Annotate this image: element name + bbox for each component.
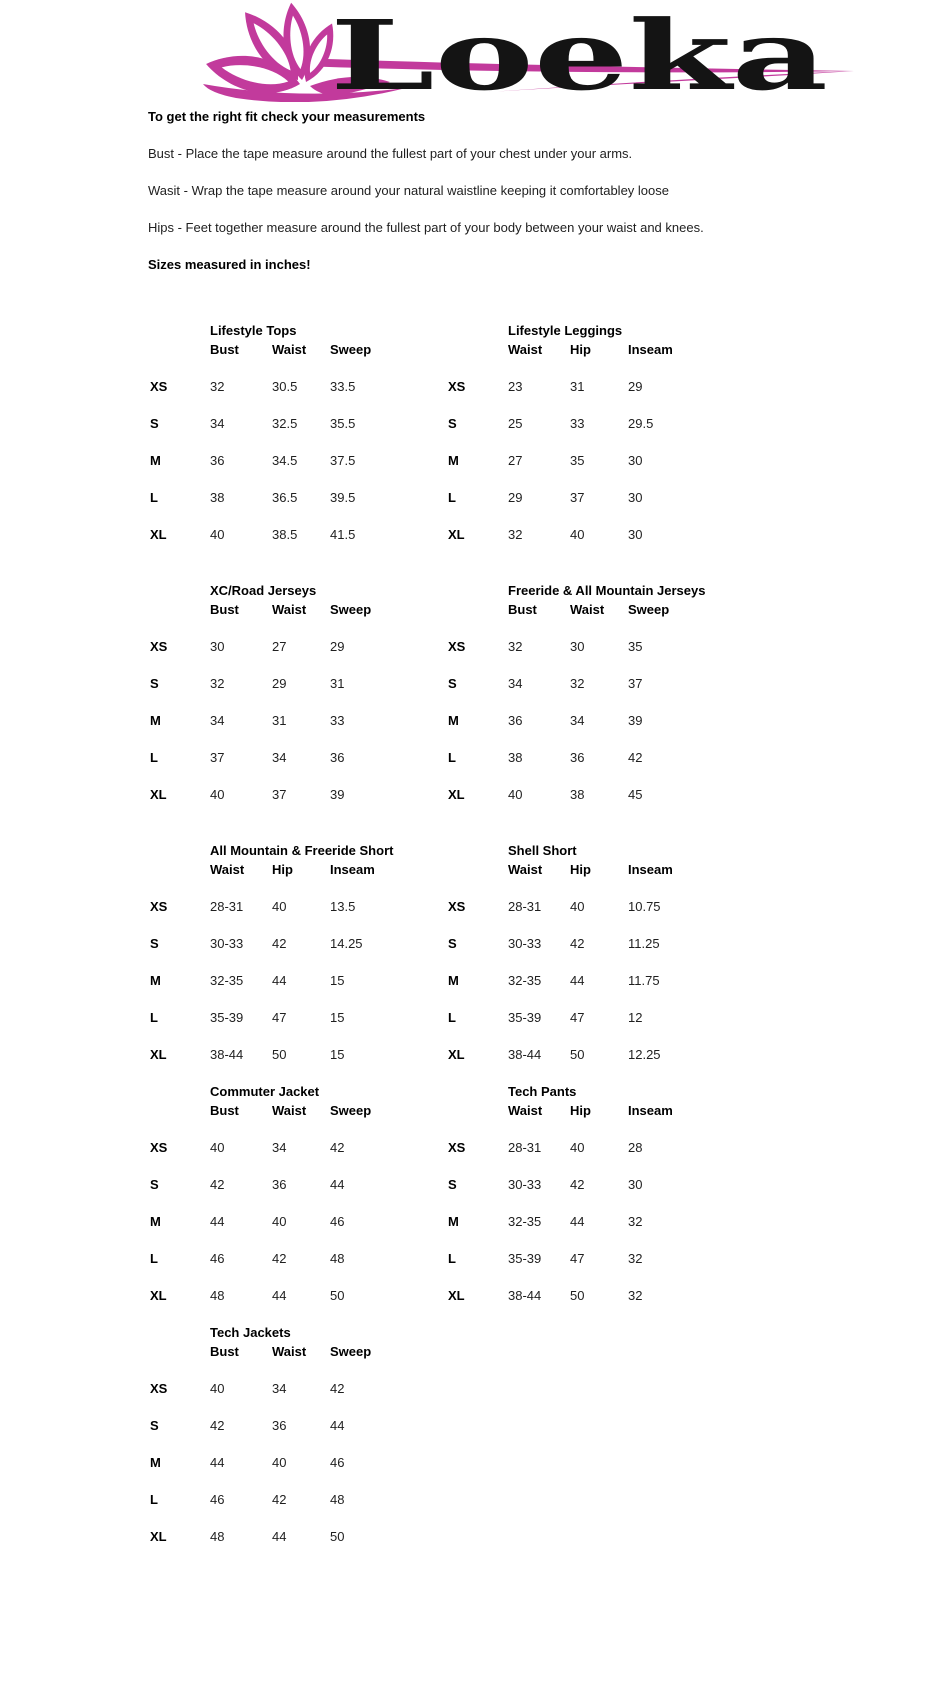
right-size-table: [448, 841, 746, 1064]
measurement-cell: 32: [508, 527, 523, 542]
measurement-cell: 30: [628, 527, 643, 542]
column-header: Waist: [570, 602, 605, 617]
measurement-cell: 42: [210, 1418, 225, 1433]
size-column-spacer: [150, 340, 210, 359]
column-header: Waist: [210, 862, 245, 877]
measurement-cell: 48: [210, 1529, 225, 1544]
left-size-table: [150, 321, 448, 544]
size-label: S: [448, 676, 457, 691]
measurement-cell: 32-35: [508, 1214, 542, 1229]
table-title: Lifestyle Leggings: [508, 323, 623, 338]
measurement-cell: 40: [272, 1455, 287, 1470]
measurement-cell: 46: [210, 1492, 225, 1507]
table-group: [0, 1082, 935, 1305]
measurement-cell: 27: [508, 453, 523, 468]
size-tables: [0, 272, 935, 1546]
right-size-table: [448, 581, 746, 804]
size-label: XL: [448, 1047, 465, 1062]
table-header-row: [150, 340, 448, 359]
size-label: L: [150, 1010, 158, 1025]
column-header: Bust: [210, 1344, 239, 1359]
table-title: Shell Short: [508, 843, 577, 858]
measurement-cell: 32: [628, 1288, 643, 1303]
measurement-cell: 38: [210, 490, 225, 505]
measurement-cell: 44: [272, 973, 287, 988]
size-label: XS: [448, 639, 466, 654]
table-title: XC/Road Jerseys: [210, 583, 317, 598]
column-header: Sweep: [330, 1344, 372, 1359]
measurement-cell: 28-31: [508, 899, 542, 914]
measurement-cell: 29: [330, 639, 345, 654]
measurement-cell: 37: [628, 676, 643, 691]
logo-header: [0, 0, 935, 102]
size-label: XL: [150, 787, 167, 802]
measurement-cell: 48: [330, 1251, 345, 1266]
column-header: Hip: [570, 342, 591, 357]
table-body: [150, 619, 448, 804]
measurement-cell: 15: [330, 1047, 345, 1062]
column-header: Inseam: [330, 862, 375, 877]
measurement-cell: 30.5: [272, 379, 298, 394]
measurement-cell: 44: [210, 1455, 225, 1470]
table-header-row: [150, 1342, 448, 1361]
column-header: Hip: [272, 862, 293, 877]
measurement-cell: 34: [272, 1140, 287, 1155]
column-header: Inseam: [628, 862, 673, 877]
column-header: Sweep: [330, 602, 372, 617]
table-body: [448, 879, 746, 1064]
measurement-cell: 35-39: [210, 1010, 244, 1025]
measurement-cell: 45: [628, 787, 643, 802]
measurement-cell: 41.5: [330, 527, 356, 542]
intro-heading: To get the right fit check your measurements: [148, 109, 426, 124]
units-note: Sizes measured in inches!: [148, 257, 311, 272]
measurement-cell: 42: [570, 936, 585, 951]
size-label: XL: [448, 527, 465, 542]
measurement-cell: 15: [330, 973, 345, 988]
column-header: Bust: [210, 602, 239, 617]
size-label: XL: [150, 527, 167, 542]
measurement-cell: 40: [210, 787, 225, 802]
measurement-cell: 42: [210, 1177, 225, 1192]
measurement-cell: 32-35: [508, 973, 542, 988]
size-label: XL: [150, 1288, 167, 1303]
measurement-instructions: [0, 102, 935, 272]
measurement-cell: 44: [272, 1529, 287, 1544]
left-size-table: [150, 1082, 448, 1305]
left-size-table: [150, 581, 448, 804]
column-header: Waist: [272, 342, 307, 357]
measurement-cell: 28-31: [210, 899, 244, 914]
measurement-cell: 36: [330, 750, 345, 765]
size-label: M: [150, 713, 161, 728]
measurement-cell: 12: [628, 1010, 643, 1025]
size-label: S: [150, 936, 159, 951]
column-header: Bust: [508, 602, 537, 617]
right-size-table: [448, 321, 746, 544]
measurement-cell: 42: [272, 1492, 287, 1507]
measurement-cell: 44: [330, 1177, 345, 1192]
measurement-cell: 44: [570, 973, 585, 988]
measurement-cell: 48: [210, 1288, 225, 1303]
measurement-cell: 42: [330, 1140, 345, 1155]
table-body: [448, 1120, 746, 1305]
measurement-cell: 37: [272, 787, 287, 802]
measurement-cell: 30-33: [210, 936, 244, 951]
column-header: Bust: [210, 342, 239, 357]
measurement-cell: 30-33: [508, 1177, 542, 1192]
size-label: XS: [448, 1140, 466, 1155]
column-header: Sweep: [330, 342, 372, 357]
table-title: Tech Pants: [508, 1084, 577, 1099]
size-column-spacer: [150, 600, 210, 619]
measurement-cell: 34: [210, 416, 225, 431]
measurement-cell: 37: [570, 490, 585, 505]
measurement-cell: 34: [272, 1381, 287, 1396]
column-header: Inseam: [628, 1103, 673, 1118]
column-header: Waist: [508, 1103, 543, 1118]
measurement-cell: 30: [628, 1177, 643, 1192]
size-label: M: [150, 453, 161, 468]
measurement-cell: 32: [210, 379, 225, 394]
size-label: XS: [448, 899, 466, 914]
size-label: M: [448, 973, 459, 988]
table-title: Lifestyle Tops: [210, 323, 297, 338]
right-size-table: [448, 1082, 746, 1305]
measurement-cell: 32: [570, 676, 585, 691]
size-label: XL: [448, 787, 465, 802]
table-group: [0, 841, 935, 1064]
measurement-cell: 29: [508, 490, 523, 505]
size-label: XL: [448, 1288, 465, 1303]
measurement-cell: 36: [272, 1177, 287, 1192]
size-label: S: [150, 1418, 159, 1433]
column-header: Waist: [508, 862, 543, 877]
size-label: S: [150, 676, 159, 691]
measurement-cell: 35.5: [330, 416, 356, 431]
size-label: L: [448, 1010, 456, 1025]
size-label: XS: [150, 1140, 168, 1155]
measurement-cell: 11.75: [628, 973, 660, 988]
measurement-cell: 50: [330, 1288, 345, 1303]
size-label: L: [150, 1492, 158, 1507]
table-body: [150, 1120, 448, 1305]
measurement-cell: 42: [570, 1177, 585, 1192]
measurement-cell: 40: [210, 527, 225, 542]
column-header: Hip: [570, 1103, 591, 1118]
size-label: XS: [448, 379, 466, 394]
table-title: All Mountain & Freeride Short: [210, 843, 394, 858]
size-label: XL: [150, 1529, 167, 1544]
brand-wordmark: Loeka: [330, 0, 828, 102]
measurement-cell: 31: [570, 379, 585, 394]
table-header-row: [150, 860, 448, 879]
measurement-cell: 46: [330, 1214, 345, 1229]
column-header: Inseam: [628, 342, 673, 357]
size-column-spacer: [150, 1101, 210, 1120]
column-header: Waist: [272, 602, 307, 617]
size-label: L: [150, 750, 158, 765]
measurement-cell: 39: [628, 713, 643, 728]
size-label: M: [150, 1214, 161, 1229]
table-body: [448, 619, 746, 804]
size-label: M: [448, 453, 459, 468]
measurement-cell: 38-44: [508, 1288, 542, 1303]
column-header: Hip: [570, 862, 591, 877]
table-group: [0, 581, 935, 804]
measurement-cell: 13.5: [330, 899, 356, 914]
measurement-cell: 38: [570, 787, 585, 802]
measurement-cell: 40: [272, 899, 287, 914]
size-label: M: [150, 1455, 161, 1470]
size-label: L: [150, 490, 158, 505]
column-header: Sweep: [628, 602, 670, 617]
table-body: [150, 879, 448, 1064]
size-label: S: [150, 416, 159, 431]
measurement-cell: 29.5: [628, 416, 654, 431]
measurement-cell: 15: [330, 1010, 345, 1025]
bust-instruction: Bust - Place the tape measure around the fullest part of your chest under your arms.: [148, 146, 633, 161]
size-label: M: [448, 713, 459, 728]
measurement-cell: 32: [508, 639, 523, 654]
table-body: [150, 1361, 448, 1546]
measurement-cell: 48: [330, 1492, 345, 1507]
measurement-cell: 44: [330, 1418, 345, 1433]
size-column-spacer: [448, 860, 508, 879]
measurement-cell: 34: [570, 713, 585, 728]
measurement-cell: 36: [570, 750, 585, 765]
table-header-row: [448, 860, 746, 879]
measurement-cell: 50: [330, 1529, 345, 1544]
measurement-cell: 32: [628, 1251, 643, 1266]
measurement-cell: 30: [570, 639, 585, 654]
measurement-cell: 32.5: [272, 416, 298, 431]
right-size-table: [448, 1323, 746, 1546]
measurement-cell: 35-39: [508, 1251, 542, 1266]
measurement-cell: 37: [210, 750, 225, 765]
measurement-cell: 28-31: [508, 1140, 542, 1155]
measurement-cell: 39: [330, 787, 345, 802]
measurement-cell: 34: [508, 676, 523, 691]
measurement-cell: 40: [272, 1214, 287, 1229]
measurement-cell: 34: [272, 750, 287, 765]
loeka-logo: [148, 0, 860, 102]
measurement-cell: 40: [570, 1140, 585, 1155]
size-label: L: [448, 1251, 456, 1266]
measurement-cell: 12.25: [628, 1047, 661, 1062]
measurement-cell: 50: [570, 1047, 585, 1062]
measurement-cell: 35-39: [508, 1010, 542, 1025]
table-group: [0, 1323, 935, 1546]
measurement-cell: 29: [628, 379, 643, 394]
table-body: [448, 359, 746, 544]
measurement-cell: 30: [628, 453, 643, 468]
column-header: Waist: [272, 1103, 307, 1118]
measurement-cell: 11.25: [628, 936, 660, 951]
measurement-cell: 38: [508, 750, 523, 765]
waist-instruction: Wasit - Wrap the tape measure around your natural waistline keeping it comfortabley loose: [148, 183, 669, 198]
size-label: XL: [150, 1047, 167, 1062]
measurement-cell: 50: [272, 1047, 287, 1062]
table-header-row: [448, 1101, 746, 1120]
measurement-cell: 36.5: [272, 490, 298, 505]
measurement-cell: 10.75: [628, 899, 661, 914]
measurement-cell: 42: [272, 1251, 287, 1266]
measurement-cell: 50: [570, 1288, 585, 1303]
size-label: XS: [150, 1381, 168, 1396]
measurement-cell: 36: [272, 1418, 287, 1433]
measurement-cell: 44: [570, 1214, 585, 1229]
measurement-cell: 33: [330, 713, 345, 728]
measurement-cell: 31: [272, 713, 287, 728]
measurement-cell: 39.5: [330, 490, 356, 505]
measurement-cell: 42: [330, 1381, 345, 1396]
measurement-cell: 40: [508, 787, 523, 802]
left-size-table: [150, 1323, 448, 1546]
measurement-cell: 32-35: [210, 973, 244, 988]
size-label: XS: [150, 379, 168, 394]
measurement-cell: 37.5: [330, 453, 356, 468]
table-header-row: [448, 600, 746, 619]
measurement-cell: 47: [570, 1251, 585, 1266]
column-header: Waist: [272, 1344, 307, 1359]
size-label: M: [448, 1214, 459, 1229]
measurement-cell: 44: [210, 1214, 225, 1229]
measurement-cell: 38-44: [508, 1047, 542, 1062]
measurement-cell: 34: [210, 713, 225, 728]
measurement-cell: 40: [210, 1140, 225, 1155]
measurement-cell: 35: [628, 639, 643, 654]
column-header: Waist: [508, 342, 543, 357]
measurement-cell: 14.25: [330, 936, 363, 951]
size-label: S: [448, 1177, 457, 1192]
measurement-cell: 29: [272, 676, 287, 691]
column-header: Sweep: [330, 1103, 372, 1118]
measurement-cell: 42: [628, 750, 643, 765]
table-header-row: [150, 600, 448, 619]
measurement-cell: 46: [210, 1251, 225, 1266]
size-label: M: [150, 973, 161, 988]
table-title: Commuter Jacket: [210, 1084, 320, 1099]
table-group: [0, 321, 935, 544]
size-label: L: [150, 1251, 158, 1266]
size-column-spacer: [150, 860, 210, 879]
measurement-cell: 34.5: [272, 453, 298, 468]
measurement-cell: 32: [210, 676, 225, 691]
table-title: Freeride & All Mountain Jerseys: [508, 583, 706, 598]
measurement-cell: 46: [330, 1455, 345, 1470]
measurement-cell: 25: [508, 416, 523, 431]
table-title: Tech Jackets: [210, 1325, 291, 1340]
measurement-cell: 38-44: [210, 1047, 244, 1062]
size-label: XS: [150, 899, 168, 914]
measurement-cell: 30-33: [508, 936, 542, 951]
size-label: S: [448, 936, 457, 951]
size-label: XS: [150, 639, 168, 654]
measurement-cell: 30: [628, 490, 643, 505]
measurement-cell: 33: [570, 416, 585, 431]
column-header: Bust: [210, 1103, 239, 1118]
size-label: L: [448, 750, 456, 765]
measurement-cell: 28: [628, 1140, 643, 1155]
table-body: [150, 359, 448, 544]
size-column-spacer: [150, 1342, 210, 1361]
measurement-cell: 31: [330, 676, 345, 691]
measurement-cell: 35: [570, 453, 585, 468]
size-column-spacer: [448, 1101, 508, 1120]
measurement-cell: 32: [628, 1214, 643, 1229]
measurement-cell: 33.5: [330, 379, 356, 394]
size-label: L: [448, 490, 456, 505]
measurement-cell: 47: [272, 1010, 287, 1025]
size-label: S: [448, 416, 457, 431]
left-size-table: [150, 841, 448, 1064]
table-header-row: [150, 1101, 448, 1120]
measurement-cell: 40: [570, 527, 585, 542]
measurement-cell: 23: [508, 379, 523, 394]
size-column-spacer: [448, 340, 508, 359]
measurement-cell: 36: [508, 713, 523, 728]
measurement-cell: 38.5: [272, 527, 298, 542]
measurement-cell: 36: [210, 453, 225, 468]
measurement-cell: 47: [570, 1010, 585, 1025]
hips-instruction: Hips - Feet together measure around the fullest part of your body between your waist and knees.: [148, 220, 704, 235]
measurement-cell: 27: [272, 639, 287, 654]
size-label: S: [150, 1177, 159, 1192]
size-column-spacer: [448, 600, 508, 619]
measurement-cell: 44: [272, 1288, 287, 1303]
measurement-cell: 42: [272, 936, 287, 951]
table-header-row: [448, 340, 746, 359]
measurement-cell: 40: [570, 899, 585, 914]
measurement-cell: 40: [210, 1381, 225, 1396]
measurement-cell: 30: [210, 639, 225, 654]
